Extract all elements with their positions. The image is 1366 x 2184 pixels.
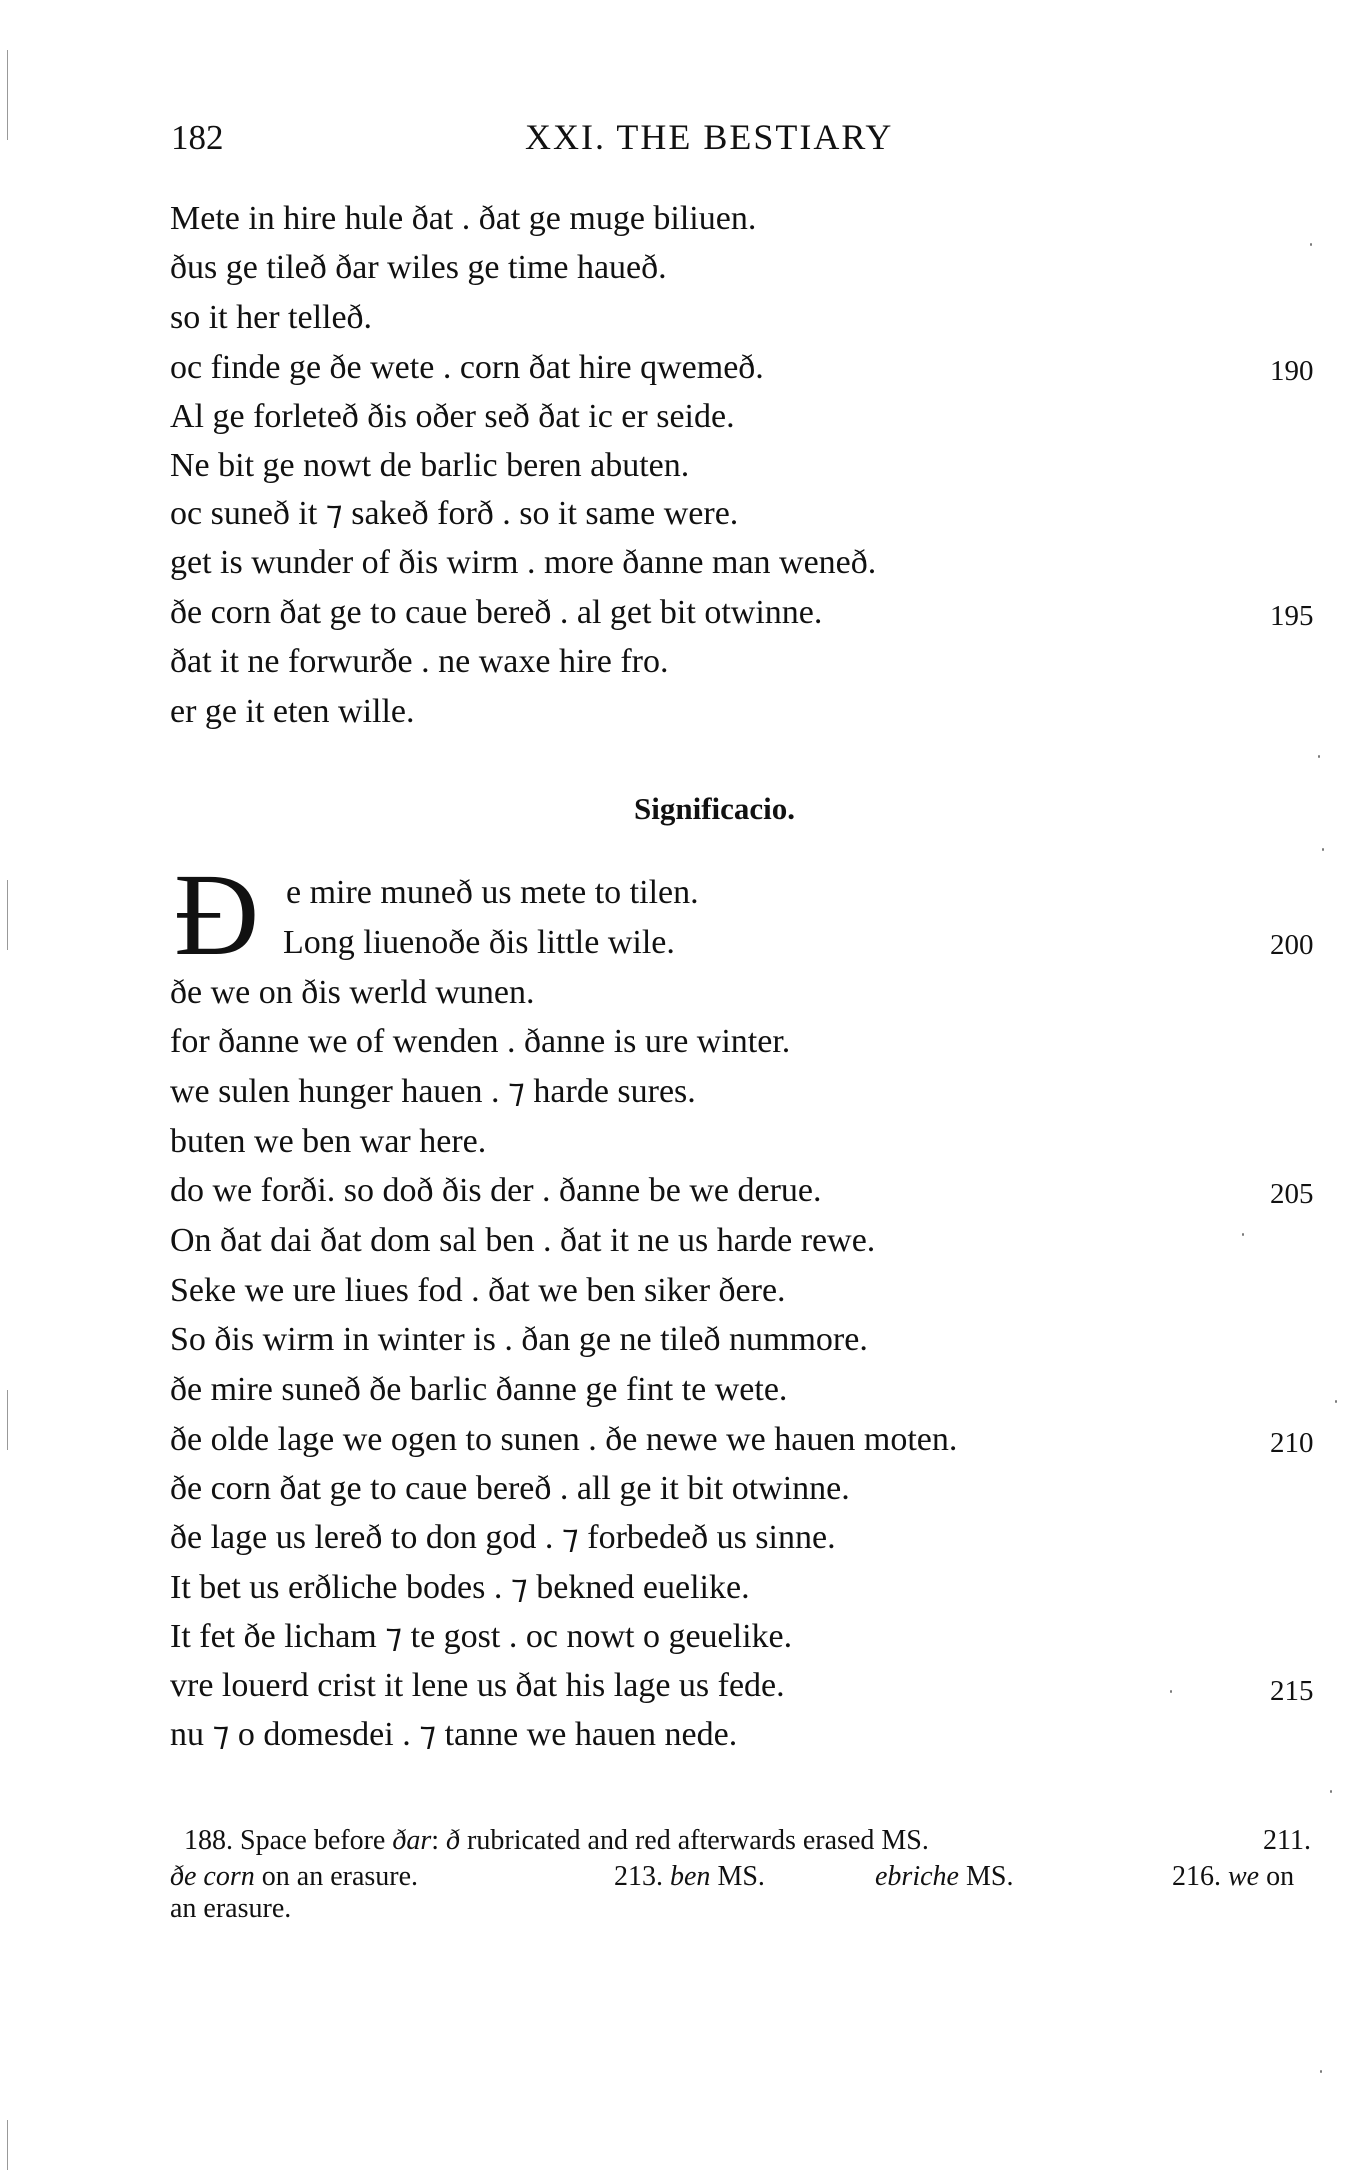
- line-number: 195: [1270, 600, 1314, 632]
- verse-line: It fet ðe licham ⁊ te gost . oc nowt o geuelike.: [170, 1618, 793, 1655]
- scan-edge-mark: [7, 2120, 8, 2170]
- verse-line: do we forði. so doð ðis der . ðanne be we derue.: [170, 1172, 822, 1209]
- verse-line: er ge it eten wille.: [170, 693, 415, 730]
- verse-line: ðe we on ðis werld wunen.: [170, 974, 535, 1011]
- verse-line: for ðanne we of wenden . ðanne is ure winter.: [170, 1023, 791, 1060]
- verse-line: e mire muneð us mete to tilen.: [286, 874, 699, 911]
- footnote-211: ðe corn on an erasure.: [170, 1861, 419, 1892]
- line-number: 215: [1270, 1675, 1314, 1707]
- verse-line: It bet us erðliche bodes . ⁊ bekned euelike.: [170, 1569, 750, 1606]
- footnote-188: 188. Space before ðar: ð rubricated and red afterwards erased MS.: [184, 1825, 929, 1856]
- verse-line: oc suneð it ⁊ sakeð forð . so it same were.: [170, 495, 739, 532]
- section-heading: Significacio.: [634, 791, 796, 826]
- drop-cap: [172, 866, 275, 958]
- line-number: 210: [1270, 1427, 1314, 1459]
- verse-line: ðat it ne forwurðe . ne waxe hire fro.: [170, 643, 669, 680]
- scan-speck: [1310, 243, 1312, 246]
- verse-line: Al ge forleteð ðis oðer seð ðat ic er seide.: [170, 398, 735, 435]
- page-number: 182: [171, 118, 224, 157]
- verse-line: Long liuenoðe ðis little wile.: [283, 924, 675, 961]
- scan-speck: [1170, 1690, 1172, 1693]
- drop-cap-letter: Ð: [174, 866, 260, 958]
- line-number: 200: [1270, 929, 1314, 961]
- scan-speck: [1330, 1790, 1332, 1793]
- verse-line: Mete in hire hule ðat . ðat ge muge biliuen.: [170, 200, 757, 237]
- scan-speck: [1320, 2070, 1322, 2073]
- verse-line: ðe olde lage we ogen to sunen . ðe newe we hauen moten.: [170, 1421, 958, 1458]
- verse-line: nu ⁊ o domesdei . ⁊ tanne we hauen nede.: [170, 1716, 738, 1753]
- verse-line: ðe corn ðat ge to caue bereð . all ge it bit otwinne.: [170, 1470, 850, 1507]
- verse-line: we sulen hunger hauen . ⁊ harde sures.: [170, 1073, 696, 1110]
- scan-speck: [1322, 848, 1324, 851]
- scan-speck: [1335, 1400, 1337, 1403]
- verse-line: So ðis wirm in winter is . ðan ge ne tileð nummore.: [170, 1321, 868, 1358]
- verse-line: so it her telleð.: [170, 299, 373, 336]
- line-number: 205: [1270, 1178, 1314, 1210]
- verse-line: vre louerd crist it lene us ðat his lage us fede.: [170, 1667, 785, 1704]
- footnote-216: 216. we on: [1172, 1861, 1295, 1892]
- footnote-216-continued: an erasure.: [170, 1893, 292, 1924]
- scan-edge-mark: [7, 1390, 8, 1450]
- verse-line: oc finde ge ðe wete . corn ðat hire qwemeð.: [170, 349, 764, 386]
- footnote-211-number: 211.: [1263, 1825, 1311, 1856]
- verse-line: buten we ben war here.: [170, 1123, 487, 1160]
- running-head: XXI. THE BESTIARY: [525, 117, 894, 157]
- verse-line: ðe lage us lereð to don god . ⁊ forbedeð us sinne.: [170, 1519, 836, 1556]
- verse-line: get is wunder of ðis wirm . more ðanne man weneð.: [170, 544, 877, 581]
- verse-line: On ðat dai ðat dom sal ben . ðat it ne us harde rewe.: [170, 1222, 876, 1259]
- verse-line: Seke we ure liues fod . ðat we ben siker ðere.: [170, 1272, 786, 1309]
- scan-edge-mark: [7, 50, 8, 140]
- verse-line: ðus ge tileð ðar wiles ge time haueð.: [170, 249, 667, 286]
- footnote-213-note: ebriche MS.: [875, 1861, 1014, 1892]
- scan-speck: [1318, 755, 1320, 758]
- footnote-213: 213. ben MS.: [614, 1861, 765, 1892]
- line-number: 190: [1270, 355, 1314, 387]
- verse-line: ðe corn ðat ge to caue bereð . al get bit otwinne.: [170, 594, 823, 631]
- scan-speck: [1242, 1233, 1244, 1236]
- verse-line: ðe mire suneð ðe barlic ðanne ge fint te wete.: [170, 1371, 788, 1408]
- scan-edge-mark: [7, 880, 8, 950]
- verse-line: Ne bit ge nowt de barlic beren abuten.: [170, 447, 690, 484]
